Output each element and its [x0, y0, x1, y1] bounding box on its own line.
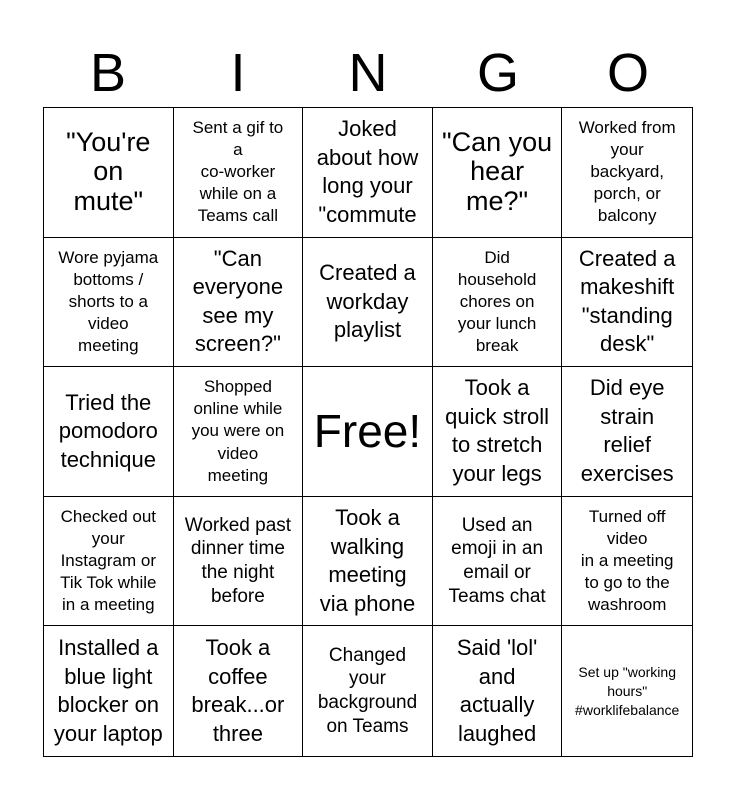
cell-text: Used an emoji in an email or Teams chat: [448, 514, 546, 607]
cell-text: Turned off video in a meeting to go to the washroom: [580, 506, 674, 615]
bingo-cell[interactable]: [303, 238, 433, 368]
bingo-cell[interactable]: [174, 626, 304, 756]
bingo-cell[interactable]: [303, 497, 433, 627]
free-space-text: Free!: [313, 405, 422, 458]
bingo-cell[interactable]: [562, 497, 692, 627]
header-letter-n: N: [348, 43, 388, 103]
cell-text: Created a makeshift "standing desk": [578, 245, 676, 357]
bingo-cell[interactable]: [174, 367, 304, 497]
cell-text: Took a quick stroll to stretch your legs: [445, 375, 550, 487]
bingo-cell[interactable]: [44, 108, 174, 238]
bingo-cell[interactable]: [562, 108, 692, 238]
bingo-cell[interactable]: [562, 238, 692, 368]
cell-text: Worked past dinner time the night before: [184, 514, 292, 607]
bingo-header: [43, 40, 693, 106]
bingo-cell[interactable]: [303, 626, 433, 756]
cell-text: Sent a gif to a co-worker while on a Teams call: [192, 118, 284, 226]
cell-text: Did eye strain relief exercises: [580, 375, 674, 487]
cell-text: Changed your background on Teams: [317, 644, 418, 737]
bingo-cell[interactable]: [562, 367, 692, 497]
bingo-cell[interactable]: [433, 238, 563, 368]
bingo-cell[interactable]: [44, 367, 174, 497]
cell-text: Said 'lol' and actually laughed: [456, 635, 538, 746]
bingo-grid: [43, 107, 693, 757]
bingo-cell[interactable]: [562, 626, 692, 756]
cell-text: Worked from your backyard, porch, or balcony: [578, 118, 676, 226]
bingo-cell[interactable]: [174, 497, 304, 627]
cell-text: Wore pyjama bottoms / shorts to a video meeting: [58, 247, 159, 356]
bingo-cell[interactable]: [44, 626, 174, 756]
free-space-cell[interactable]: [303, 367, 433, 497]
cell-text: Tried the pomodoro technique: [58, 389, 158, 472]
bingo-cell[interactable]: [174, 238, 304, 368]
bingo-cell[interactable]: [433, 367, 563, 497]
cell-text: "Can everyone see my screen?": [192, 245, 284, 357]
bingo-cell[interactable]: [303, 108, 433, 238]
cell-text: Set up "working hours" #worklifebalance: [575, 663, 680, 718]
cell-text: "You're on mute": [66, 126, 151, 217]
cell-text: Checked out your Instagram or Tik Tok while in a meeting: [60, 506, 157, 615]
cell-text: Installed a blue light blocker on your laptop: [53, 635, 163, 746]
header-letter-g: G: [476, 43, 519, 103]
bingo-cell[interactable]: [433, 626, 563, 756]
bingo-cell[interactable]: [174, 108, 304, 238]
cell-text: Shopped online while you were on video meeting: [191, 377, 285, 485]
header-letter-o: O: [606, 43, 649, 103]
header-letter-i: I: [230, 43, 246, 103]
cell-text: Took a walking meeting via phone: [319, 504, 416, 616]
bingo-cell[interactable]: [433, 497, 563, 627]
cell-text: Created a workday playlist: [319, 260, 416, 343]
header-letter-b: B: [89, 43, 127, 103]
cell-text: Joked about how long your "commute: [316, 116, 419, 227]
cell-text: "Can you hear me?": [442, 126, 553, 217]
bingo-cell[interactable]: [44, 497, 174, 627]
bingo-cell[interactable]: [433, 108, 563, 238]
bingo-cell[interactable]: [44, 238, 174, 368]
cell-text: Took a coffee break...or three: [191, 635, 285, 746]
cell-text: Did household chores on your lunch break: [457, 247, 537, 356]
